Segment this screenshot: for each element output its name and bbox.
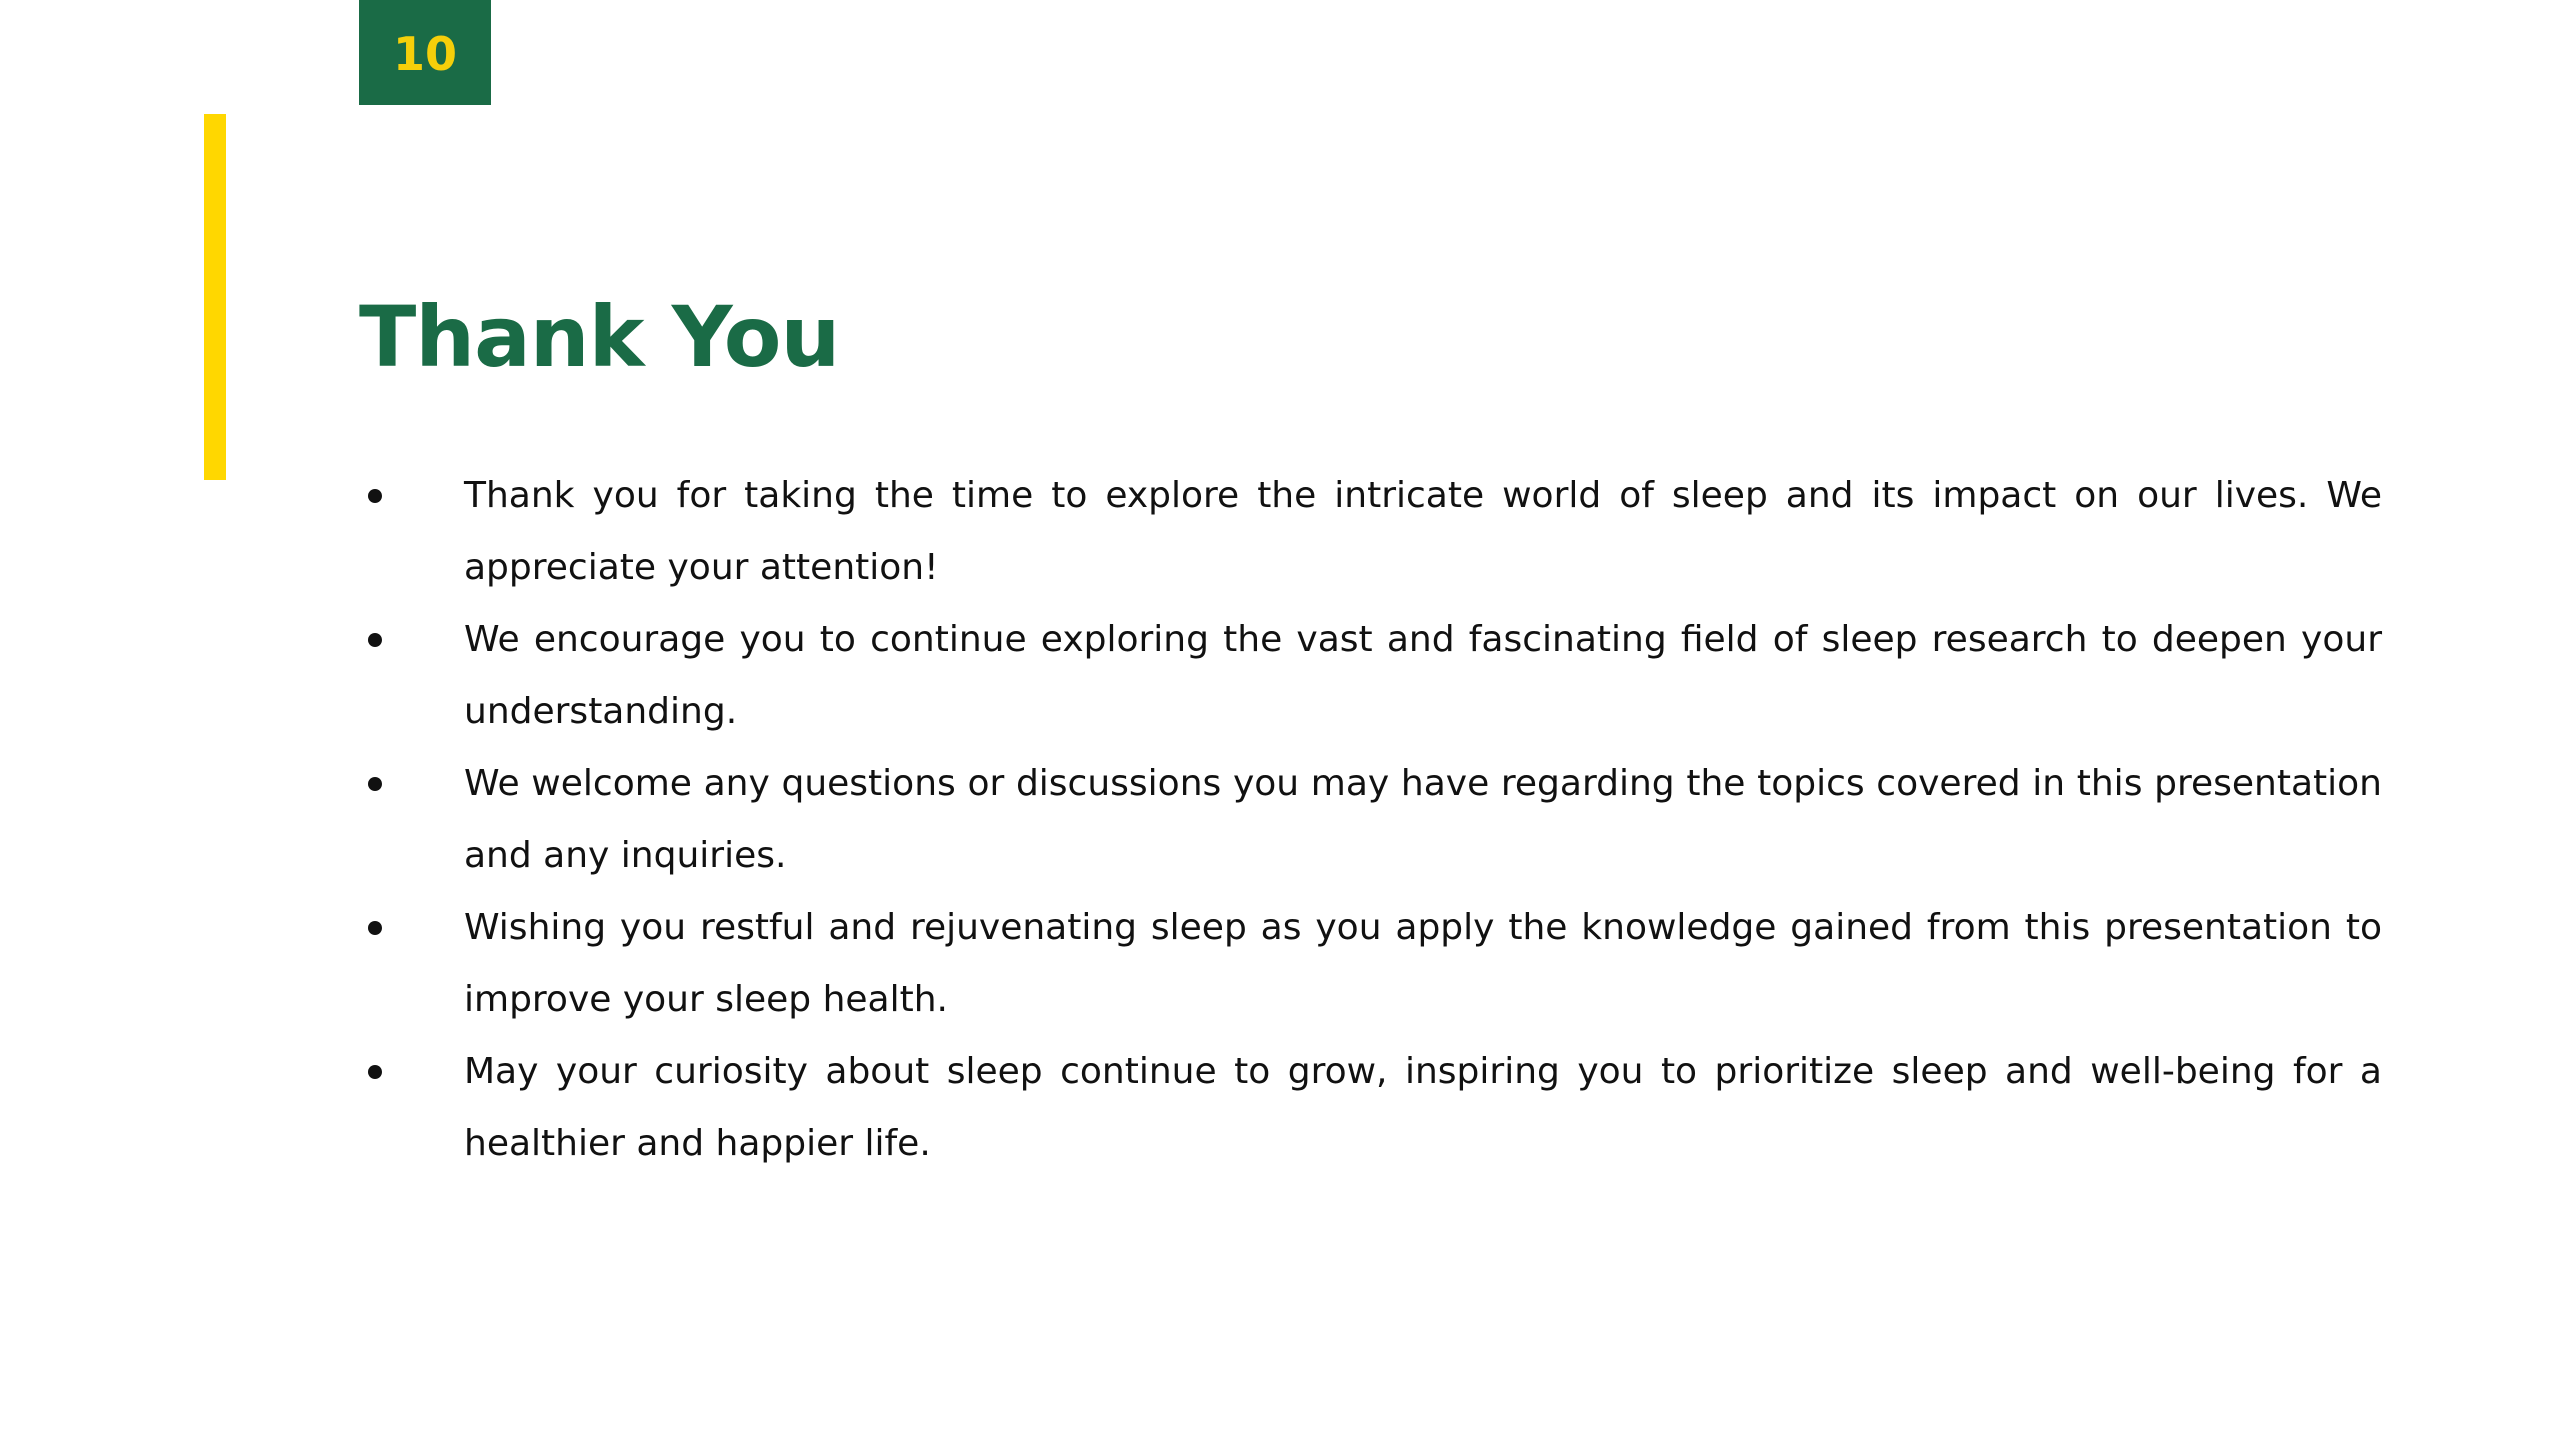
bullet-item <box>366 748 2382 892</box>
bullet-list <box>366 460 2382 1180</box>
bullet-icon <box>368 921 382 935</box>
slide-title: Thank You <box>359 288 840 386</box>
page-number-badge <box>359 0 491 105</box>
bullet-icon <box>368 777 382 791</box>
bullet-item <box>366 1036 2382 1180</box>
bullet-text: May your curiosity about sleep continue to grow, inspiring you to prioritize sleep and well-being for a healthier and happier life. <box>464 1051 2382 1164</box>
accent-bar <box>204 114 226 480</box>
bullet-item <box>366 604 2382 748</box>
bullet-text: Wishing you restful and rejuvenating sleep as you apply the knowledge gained from this presentation to improve your sleep health. <box>464 907 2382 1020</box>
bullet-text: We encourage you to continue exploring the vast and fascinating field of sleep research to deepen your understanding. <box>464 619 2382 732</box>
bullet-item <box>366 892 2382 1036</box>
bullet-item <box>366 460 2382 604</box>
bullet-icon <box>368 489 382 503</box>
bullet-text: We welcome any questions or discussions you may have regarding the topics covered in this presentation and any inquiries. <box>464 763 2382 876</box>
bullet-text: Thank you for taking the time to explore the intricate world of sleep and its impact on our lives. We appreciate your attention! <box>464 475 2382 588</box>
bullet-icon <box>368 1065 382 1079</box>
bullet-icon <box>368 633 382 647</box>
page-number: 10 <box>392 26 457 81</box>
